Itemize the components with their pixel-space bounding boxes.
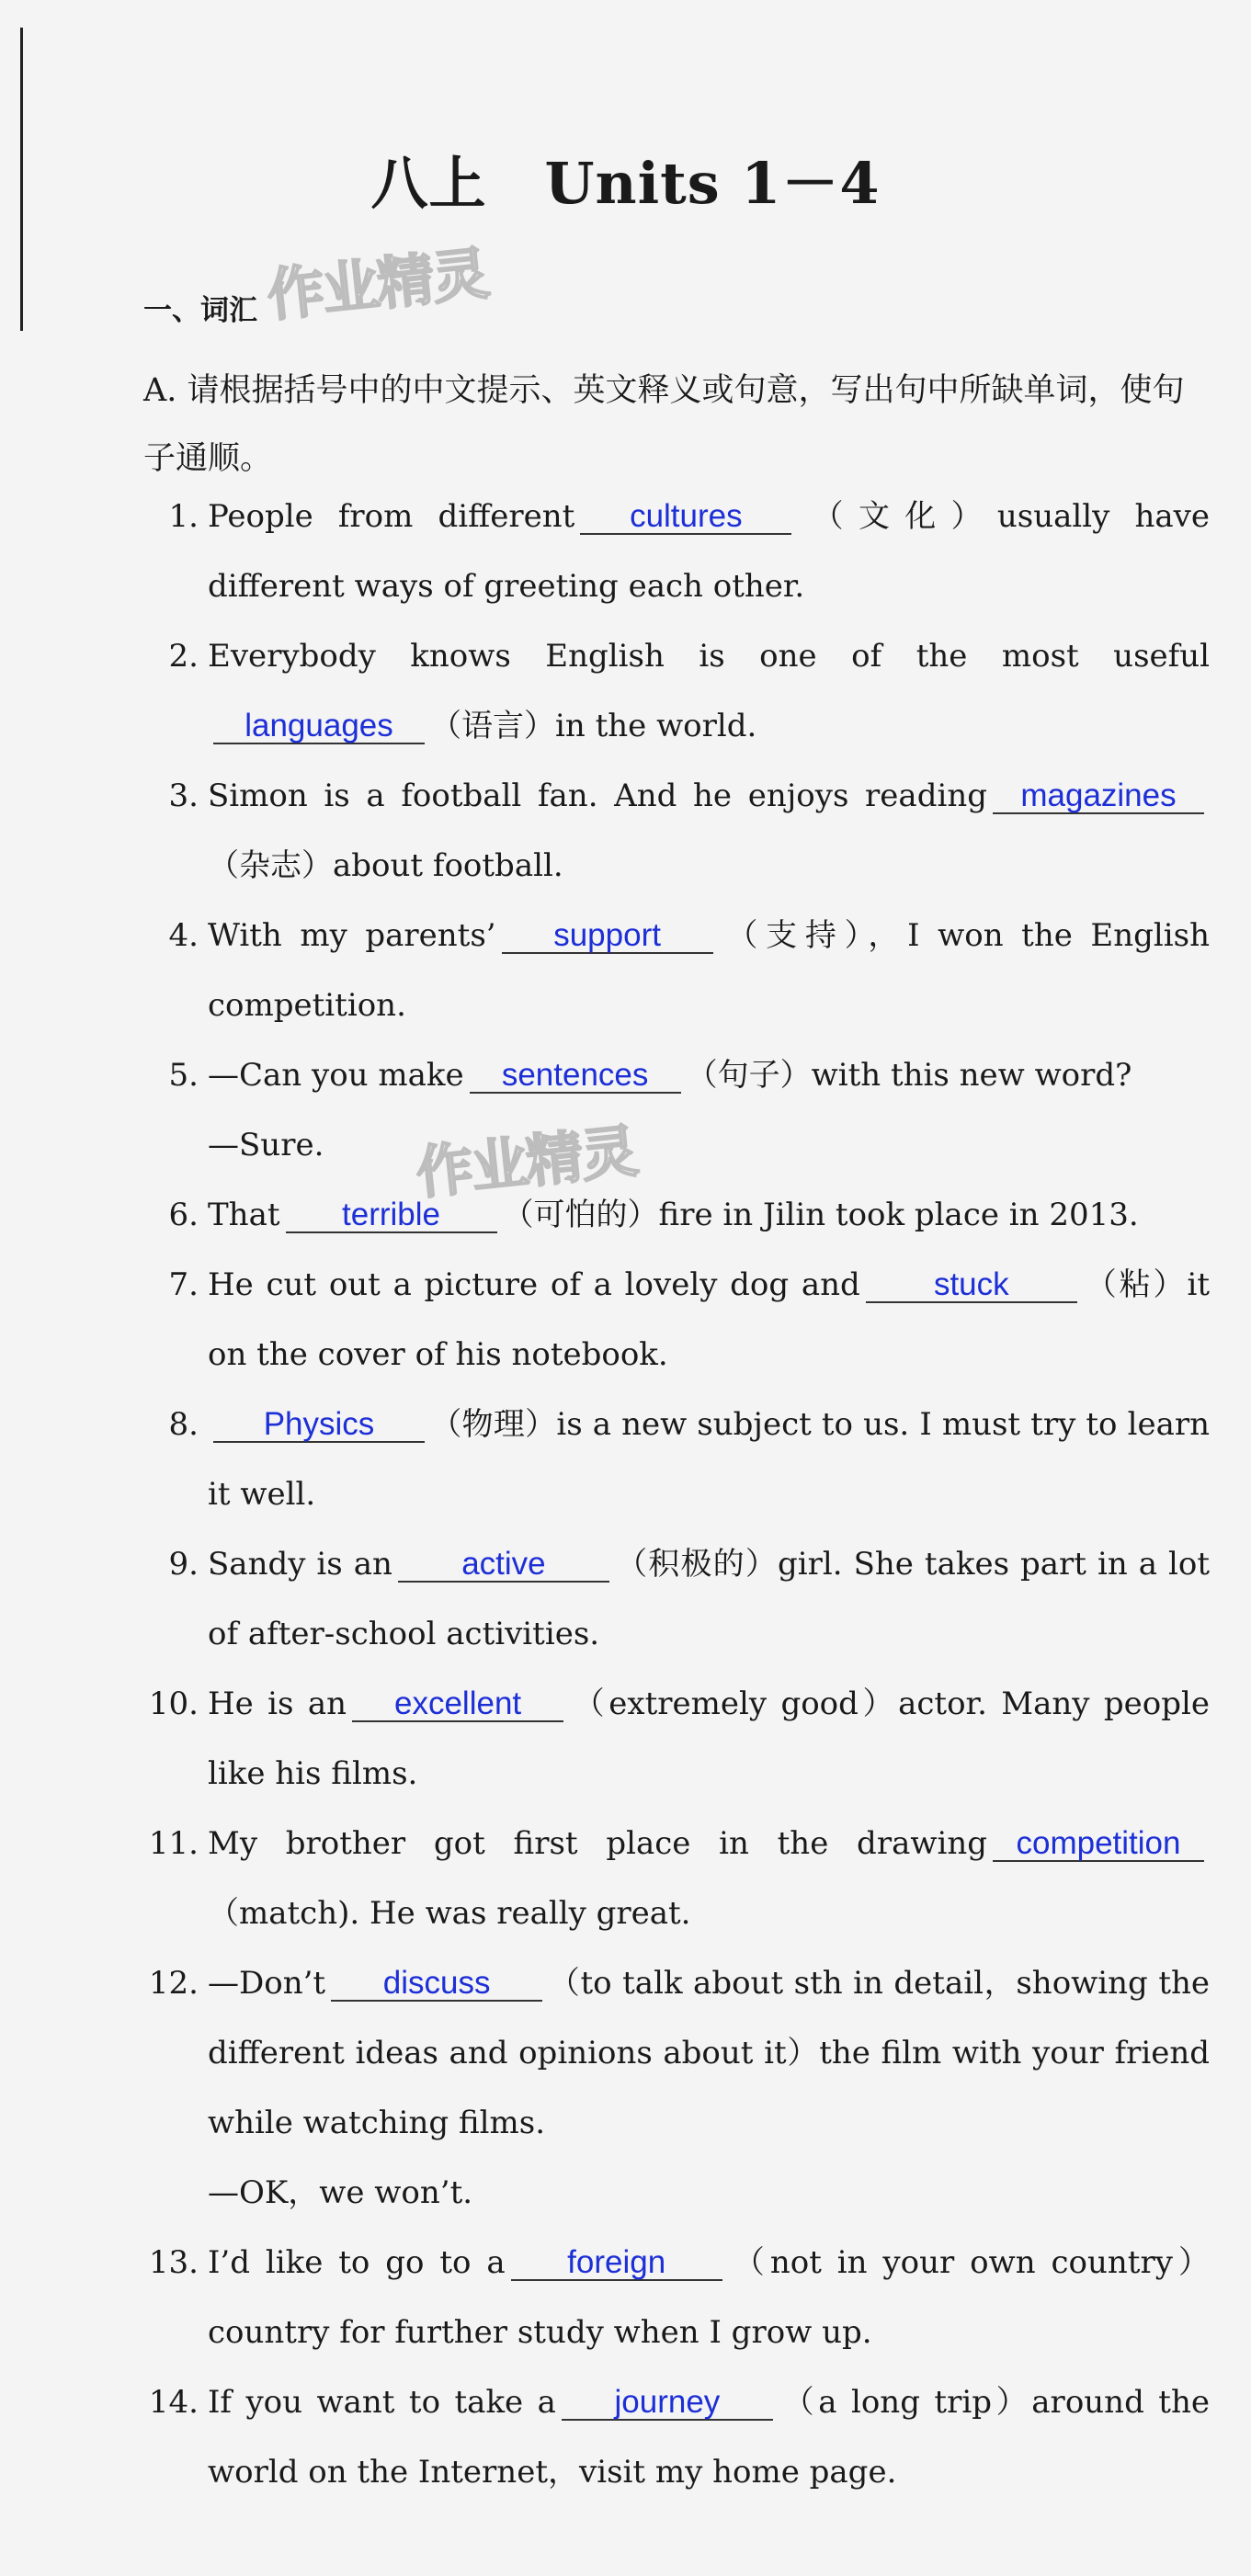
watermark-logo: 作业精灵 xyxy=(264,239,491,330)
sentence-after-blank: （积极的）girl. She takes part in a lot of after-school activities. xyxy=(208,1546,1210,1652)
sentence-before-blank: My brother got first place in the drawing xyxy=(208,1825,987,1862)
item-sentence xyxy=(208,1040,1210,1110)
exercise-item xyxy=(143,1390,1210,1529)
answer-blank: excellent xyxy=(352,1687,563,1722)
item-sentence xyxy=(208,1250,1210,1390)
dialog-reply: —Sure. xyxy=(208,1127,324,1163)
exercise-item xyxy=(143,482,1210,621)
exercise-item xyxy=(143,1948,1210,2228)
item-number: 8. xyxy=(168,1406,199,1443)
answer-blank: Physics xyxy=(213,1408,425,1443)
sentence-before-blank: If you want to take a xyxy=(208,2384,556,2421)
sentence-after-blank: （句子）with this new word? xyxy=(686,1057,1132,1094)
sentence-after-blank: （杂志）about football. xyxy=(208,847,563,884)
sentence-after-blank: （文化）usually have different ways of greeting each other. xyxy=(208,498,1210,605)
sentence-after-blank: （match). He was really great. xyxy=(208,1895,691,1932)
exercise-item xyxy=(143,1529,1210,1669)
item-number: 6. xyxy=(168,1197,199,1233)
exercise-item xyxy=(143,621,1210,761)
answer-blank: magazines xyxy=(993,779,1204,814)
sentence-before-blank: He cut out a picture of a lovely dog and xyxy=(208,1266,860,1303)
item-number: 14. xyxy=(148,2384,199,2421)
sentence-after-blank: （语言）in the world. xyxy=(430,708,757,744)
section-heading: 一、词汇 xyxy=(143,294,257,327)
item-number: 9. xyxy=(168,1546,199,1583)
sentence-before-blank: —Don’t xyxy=(208,1965,326,2002)
sentence-before-blank: Sandy is an xyxy=(208,1546,392,1583)
exercise-item xyxy=(143,1250,1210,1390)
item-sentence xyxy=(208,1180,1210,1250)
sentence-after-blank: （not in your own country）country for further study when I grow up. xyxy=(208,2244,1210,2351)
sentence-after-blank: （可怕的）fire in Jilin took place in 2013. xyxy=(502,1197,1139,1233)
item-sentence xyxy=(208,482,1210,621)
answer-blank: terrible xyxy=(286,1198,497,1233)
answer-blank: discuss xyxy=(331,1967,542,2002)
sentence-before-blank: Simon is a football fan. And he enjoys reading xyxy=(208,777,987,814)
page-title: 八上 Units 1－4 xyxy=(370,150,881,217)
item-number: 7. xyxy=(168,1266,199,1303)
answer-blank: support xyxy=(502,919,713,954)
item-number: 5. xyxy=(168,1057,199,1094)
sentence-after-blank: （a long trip）around the world on the Internet，visit my home page. xyxy=(208,2384,1210,2491)
sentence-before-blank: That xyxy=(208,1197,280,1233)
sentence-after-blank: （支持），I won the English competition. xyxy=(208,917,1210,1024)
sentence-before-blank: With my parents’ xyxy=(208,917,496,954)
item-sentence xyxy=(208,2228,1210,2367)
answer-blank: sentences xyxy=(470,1059,681,1094)
answer-blank: cultures xyxy=(580,500,791,535)
item-sentence xyxy=(208,1948,1210,2158)
item-number: 11. xyxy=(148,1825,199,1862)
item-number: 2. xyxy=(168,638,199,675)
item-number: 10. xyxy=(148,1685,199,1722)
item-sentence xyxy=(208,761,1210,901)
exercise-item xyxy=(143,1040,1210,1180)
answer-blank: competition xyxy=(993,1827,1204,1862)
dialog-reply: —OK，we won’t. xyxy=(208,2174,473,2211)
answer-blank: foreign xyxy=(511,2246,722,2281)
sentence-after-blank: （物理）is a new subject to us. I must try to learn it well. xyxy=(208,1406,1210,1513)
item-sentence xyxy=(208,1390,1210,1529)
item-number: 12. xyxy=(148,1965,199,2002)
answer-blank: journey xyxy=(562,2386,773,2421)
sentence-after-blank: （extremely good）actor. Many people like his films. xyxy=(208,1685,1210,1792)
exercise-item xyxy=(143,901,1210,1040)
exercise-item xyxy=(143,1180,1210,1250)
sentence-after-blank: （粘）it on the cover of his notebook. xyxy=(208,1266,1210,1373)
item-sentence xyxy=(208,1669,1210,1809)
exercise-list xyxy=(143,482,1210,2507)
sentence-before-blank: People from different xyxy=(208,498,575,535)
sentence-before-blank: Everybody knows English is one of the most useful xyxy=(208,638,1210,675)
item-sentence xyxy=(208,1529,1210,1669)
instruction-text: A. 请根据括号中的中文提示、英文释义或句意，写出句中所缺单词，使句子通顺。 xyxy=(143,372,1185,477)
sentence-after-blank: （to talk about sth in detail，showing the different ideas and opinions about it）the film with your friend while watching films. xyxy=(208,1965,1210,2141)
item-sentence xyxy=(208,2367,1210,2507)
sentence-before-blank: —Can you make xyxy=(208,1057,464,1094)
sentence-before-blank: He is an xyxy=(208,1685,347,1722)
exercise-item xyxy=(143,1669,1210,1809)
watermark-logo: 作业精灵 xyxy=(413,1117,640,1208)
exercise-item xyxy=(143,2367,1210,2507)
exercise-item xyxy=(143,761,1210,901)
item-sentence xyxy=(208,621,1210,761)
item-number: 4. xyxy=(168,917,199,954)
item-number: 3. xyxy=(168,777,199,814)
answer-blank: active xyxy=(398,1548,609,1583)
sentence-before-blank: I’d like to go to a xyxy=(208,2244,506,2281)
item-sentence xyxy=(208,901,1210,1040)
item-sentence xyxy=(208,1809,1210,1948)
exercise-item xyxy=(143,2228,1210,2367)
answer-blank: languages xyxy=(213,709,425,744)
item-number: 1. xyxy=(168,498,199,535)
answer-blank: stuck xyxy=(866,1268,1077,1303)
item-number: 13. xyxy=(148,2244,199,2281)
exercise-item xyxy=(143,1809,1210,1948)
